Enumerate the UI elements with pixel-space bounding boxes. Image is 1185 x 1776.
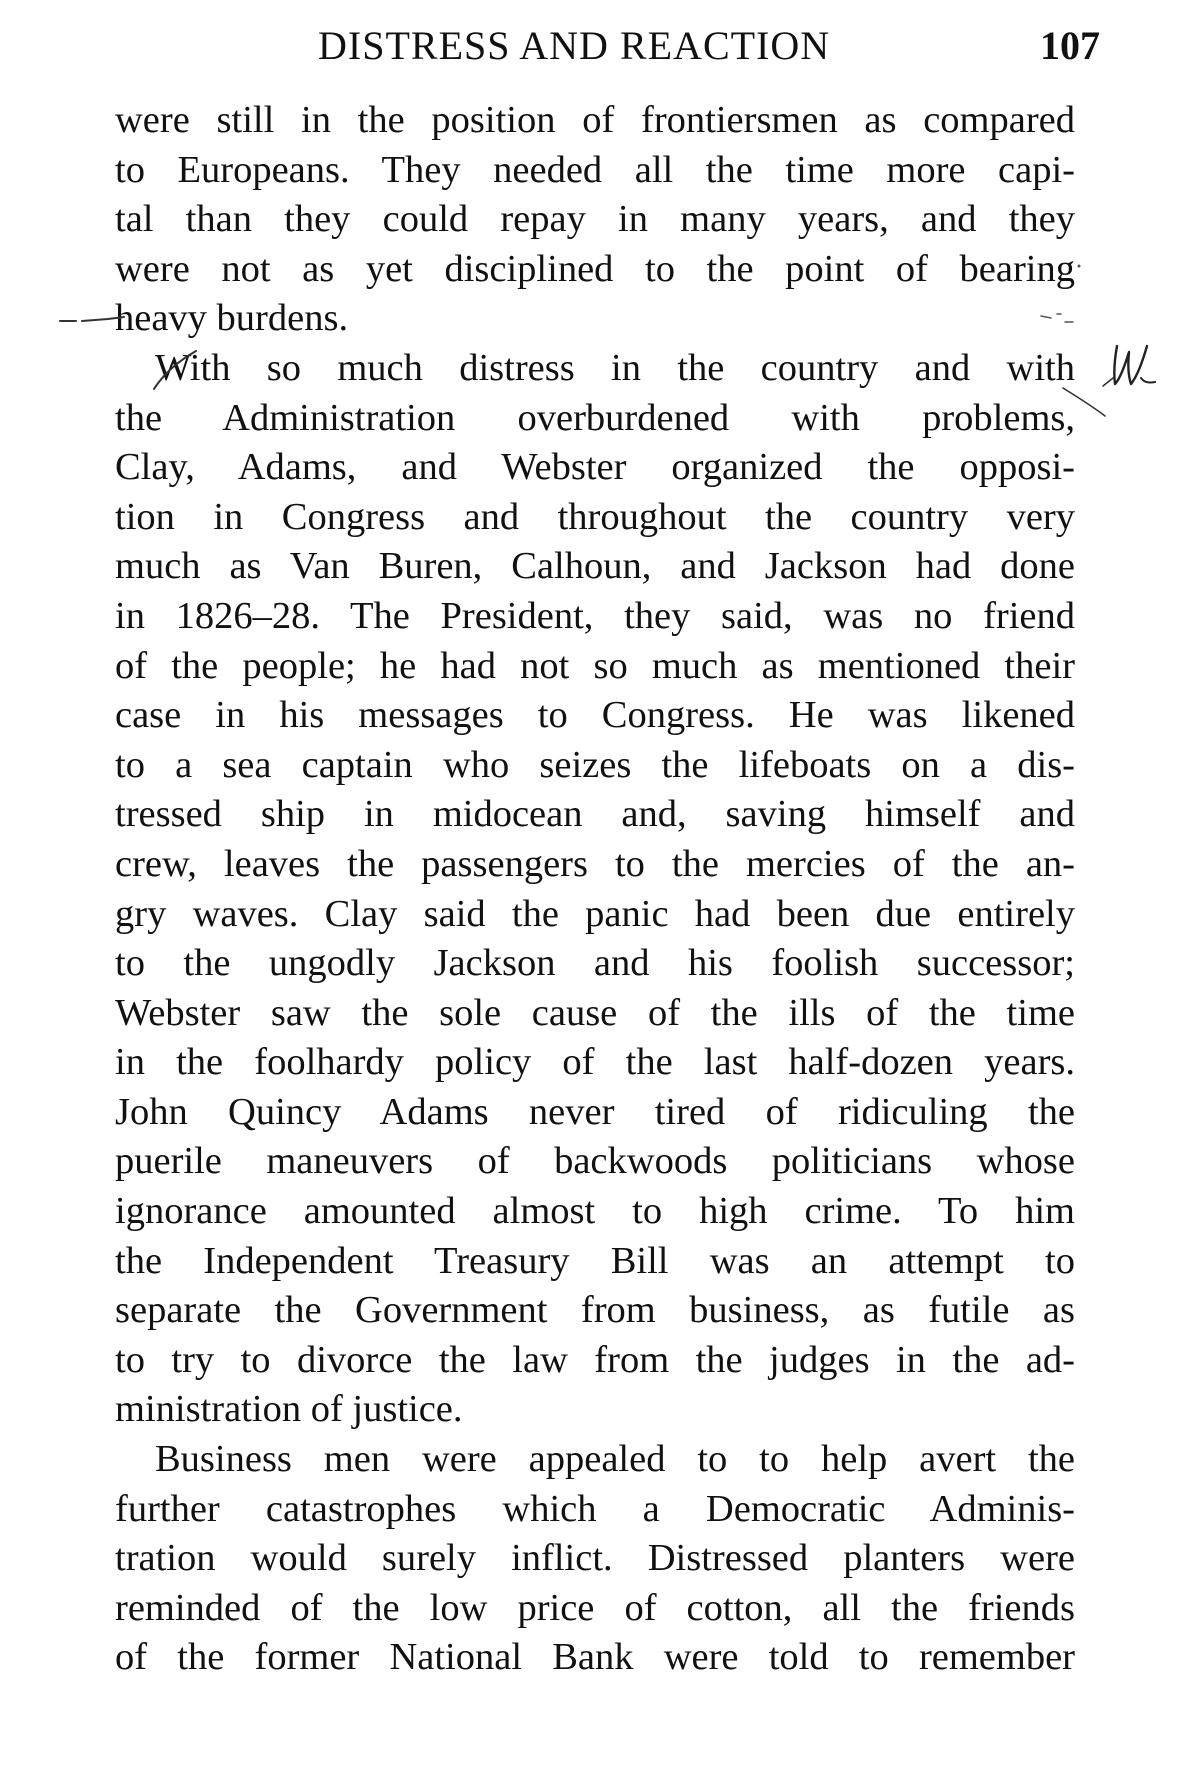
text-line: tion in Congress and throughout the country very: [115, 495, 1075, 538]
text-line: puerile maneuvers of backwoods politicians whose: [115, 1140, 1075, 1183]
text-line: reminded of the low price of cotton, all the friends: [115, 1586, 1075, 1629]
text-line: crew, leaves the passengers to the mercies of the an-: [115, 842, 1075, 885]
text-line: of the former National Bank were told to remember: [115, 1636, 1075, 1679]
text-line: to Europeans. They needed all the time more capi-: [115, 148, 1075, 191]
text-line: tressed ship in midocean and, saving himself and: [115, 793, 1075, 836]
text-line: tal than they could repay in many years, and they: [115, 198, 1075, 241]
text-line: in the foolhardy policy of the last half-dozen years.: [115, 1041, 1075, 1084]
text-line: John Quincy Adams never tired of ridiculing the: [115, 1090, 1075, 1133]
text-line: Webster saw the sole cause of the ills of the time: [115, 991, 1075, 1034]
text-line: much as Van Buren, Calhoun, and Jackson had done: [115, 545, 1075, 588]
text-line: Clay, Adams, and Webster organized the opposi-: [115, 446, 1075, 489]
text-line: the Independent Treasury Bill was an attempt to: [115, 1239, 1075, 1282]
running-title: DISTRESS AND REACTION: [318, 23, 831, 68]
text-line: the Administration overburdened with problems,: [115, 396, 1075, 439]
text-line: were still in the position of frontiersmen as compared: [115, 99, 1075, 141]
text-line: case in his messages to Congress. He was likened: [115, 694, 1075, 737]
text-line: ministration of justice.: [115, 1388, 463, 1431]
page-number: 107: [1040, 23, 1100, 68]
text-line: to the ungodly Jackson and his foolish successor;: [115, 942, 1075, 985]
text-line: further catastrophes which a Democratic Adminis-: [115, 1487, 1075, 1530]
text-line: heavy burdens.: [115, 297, 349, 340]
text-line: ignorance amounted almost to high crime. To him: [115, 1190, 1075, 1233]
text-line: With so much distress in the country and with: [155, 346, 1075, 389]
page-header: [300, 22, 1100, 82]
text-line: in 1826–28. The President, they said, was no friend: [115, 594, 1075, 637]
text-line: to a sea captain who seizes the lifeboats on a dis-: [115, 743, 1075, 786]
text-line: tration would surely inflict. Distressed planters were: [115, 1537, 1075, 1580]
text-line: to try to divorce the law from the judges in the ad-: [115, 1338, 1075, 1381]
text-line: Business men were appealed to to help avert the: [155, 1438, 1075, 1481]
text-line: were not as yet disciplined to the point of bearing: [115, 247, 1075, 290]
text-line: gry waves. Clay said the panic had been due entirely: [115, 892, 1075, 935]
text-line: separate the Government from business, as futile as: [115, 1289, 1075, 1332]
text-line: of the people; he had not so much as mentioned their: [115, 644, 1075, 687]
body-text: [115, 96, 1075, 1683]
